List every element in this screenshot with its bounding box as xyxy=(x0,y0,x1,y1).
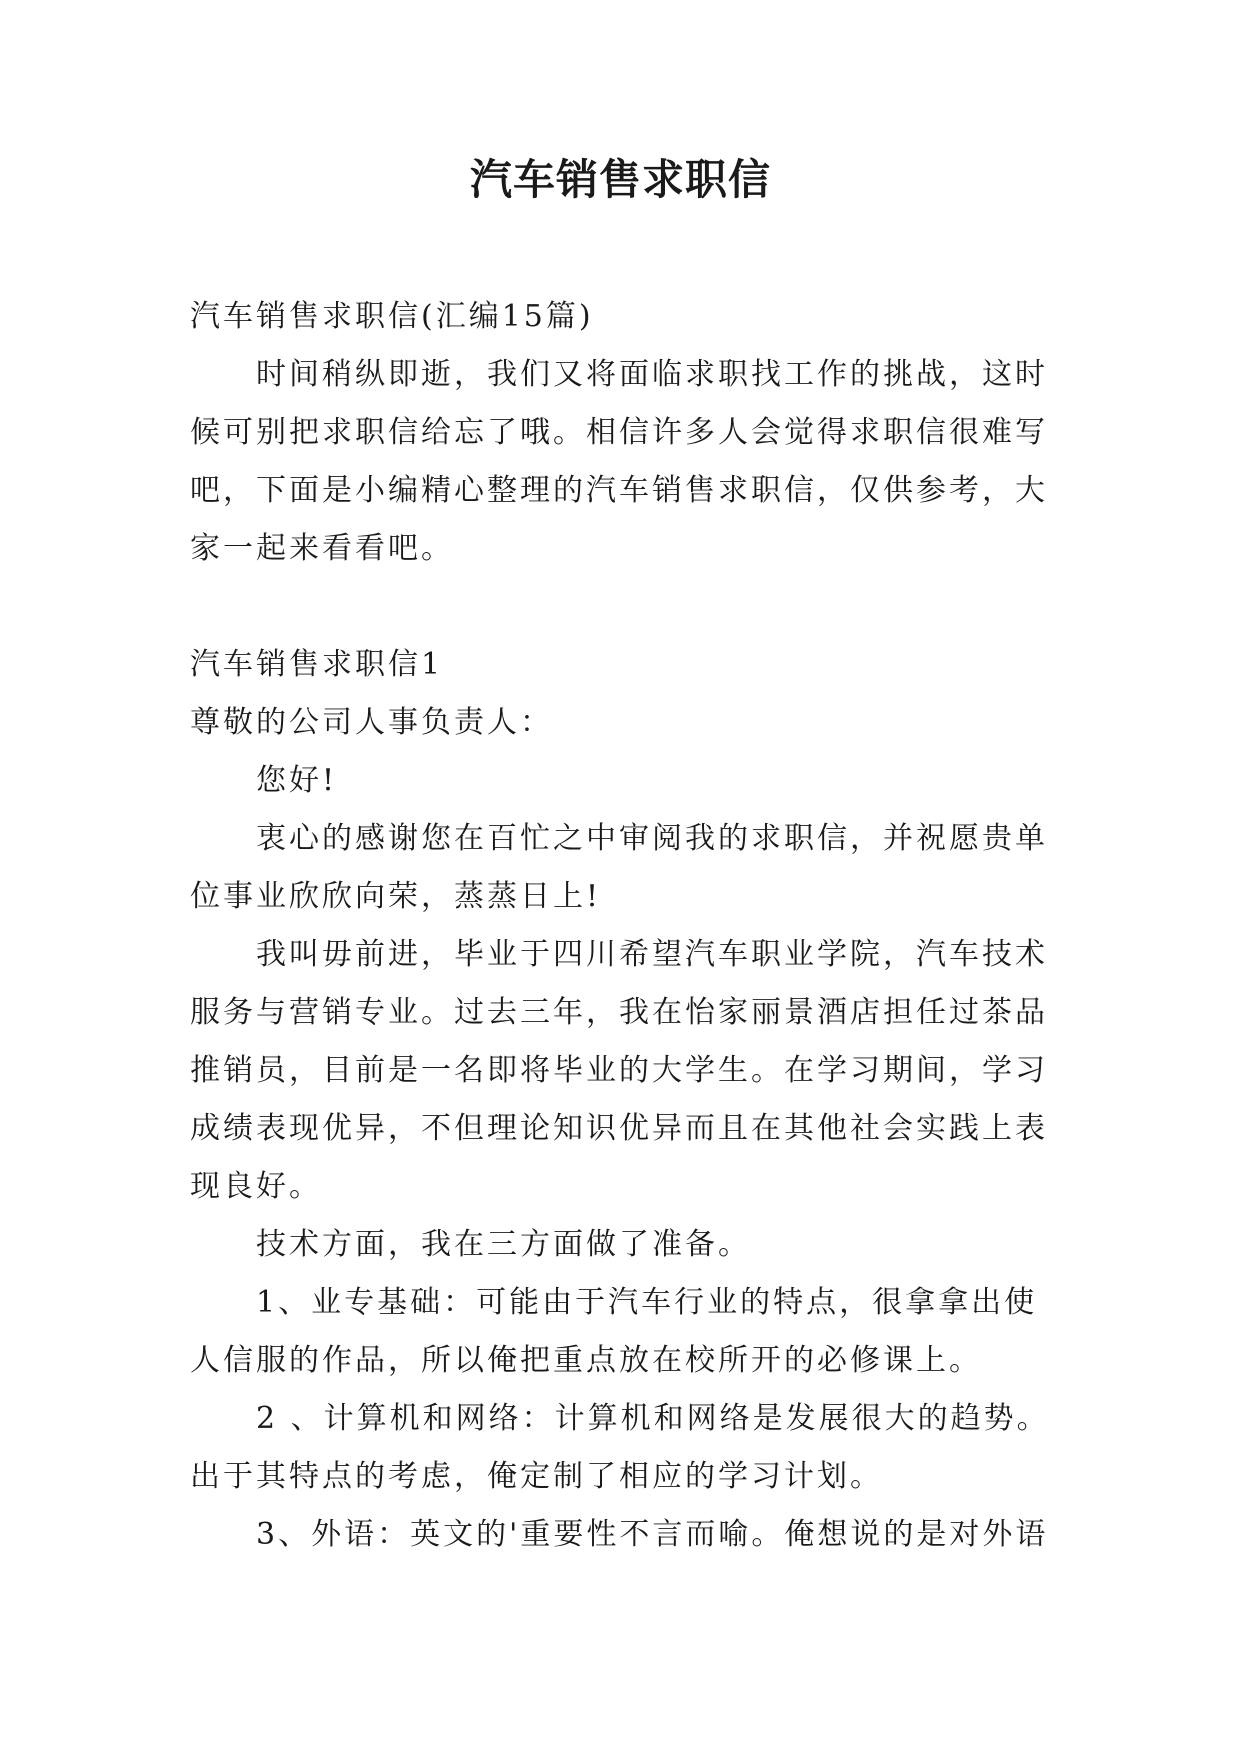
body-paragraph: 技术方面，我在三方面做了准备。 xyxy=(256,1227,751,1262)
body-paragraph: 我叫毋前进，毕业于四川希望汽车职业学院，汽车技术服务与营销专业。过去三年，我在怡家丽景酒店担任过茶品推销员，目前是一名即将毕业的大学生。在学习期间，学习成绩表现优异，不但理论知识优异而且在其他社会实践上表现良好。 xyxy=(190,937,1048,1204)
document-subtitle: 汽车销售求职信(汇编15篇) xyxy=(190,299,594,334)
body-paragraph: 3、外语：英文的'重要性不言而喻。俺想说的是对外语 xyxy=(256,1517,1049,1552)
letter-heading: 汽车销售求职信1 xyxy=(190,647,444,682)
intro-paragraph: 时间稍纵即逝，我们又将面临求职找工作的挑战，这时候可别把求职信给忘了哦。相信许多人会觉得求职信很难写吧，下面是小编精心整理的汽车销售求职信，仅供参考，大家一起来看看吧。 xyxy=(190,357,1048,566)
body-paragraph: 1、业专基础：可能由于汽车行业的特点，很拿拿出使人信服的作品，所以俺把重点放在校所开的必修课上。 xyxy=(190,1285,1038,1378)
body-paragraph: 2 、计算机和网络：计算机和网络是发展很大的趋势。出于其特点的考虑，俺定制了相应的学习计划。 xyxy=(190,1401,1050,1494)
document-title: 汽车销售求职信 xyxy=(469,155,771,204)
salutation: 尊敬的公司人事负责人： xyxy=(190,705,553,740)
document-body xyxy=(190,288,1052,1564)
greeting: 您好! xyxy=(256,763,338,798)
body-paragraph: 衷心的感谢您在百忙之中审阅我的求职信，并祝愿贵单位事业欣欣向荣，蒸蒸日上! xyxy=(190,821,1048,914)
paragraph-spacer xyxy=(190,578,1052,636)
